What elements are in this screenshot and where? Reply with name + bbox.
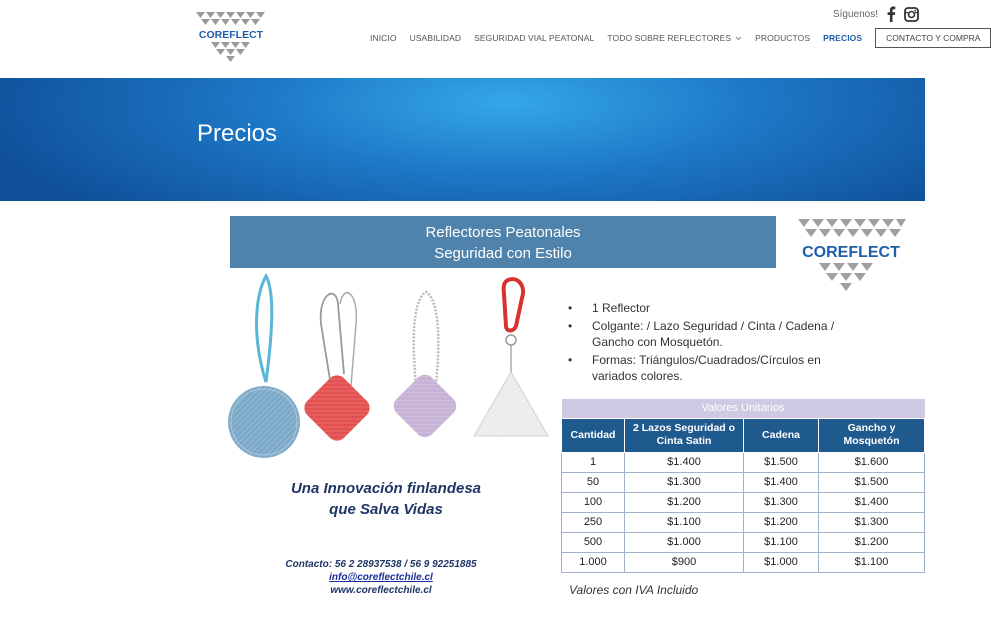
site-header bbox=[0, 0, 981, 78]
nav-inicio[interactable]: INICIO bbox=[370, 33, 397, 43]
white-triangle-reflector bbox=[474, 279, 548, 436]
main-nav bbox=[370, 28, 991, 48]
table-cell: $1.500 bbox=[819, 472, 925, 492]
flyer-title-box bbox=[230, 216, 776, 268]
table-cell: $1.600 bbox=[819, 452, 925, 472]
table-row bbox=[562, 452, 925, 472]
nav-precios[interactable]: PRECIOS bbox=[823, 33, 863, 43]
nav-usabilidad[interactable]: USABILIDAD bbox=[409, 33, 462, 43]
facebook-icon[interactable] bbox=[886, 6, 896, 22]
table-caption: Valores Unitarios bbox=[562, 399, 925, 418]
table-row bbox=[562, 552, 925, 572]
tagline-line2: que Salva Vidas bbox=[329, 501, 443, 518]
table-cell: $1.000 bbox=[625, 532, 744, 552]
column-header: Cantidad bbox=[562, 418, 625, 452]
table-cell: $1.400 bbox=[625, 452, 744, 472]
chevron-down-icon bbox=[735, 36, 742, 41]
column-header: Cadena bbox=[744, 418, 819, 452]
table-row bbox=[562, 512, 925, 532]
coreflect-logo[interactable] bbox=[196, 12, 266, 62]
contact-email-link[interactable]: info@coreflectchile.cl bbox=[329, 572, 433, 583]
table-row bbox=[562, 532, 925, 552]
flyer-title-line1: Reflectores Peatonales bbox=[425, 224, 581, 241]
table-cell: 250 bbox=[562, 512, 625, 532]
column-header: Gancho y Mosquetón bbox=[819, 418, 925, 452]
price-flyer bbox=[226, 212, 925, 607]
table-row bbox=[562, 492, 925, 512]
table-cell: $1.100 bbox=[625, 512, 744, 532]
contact-info bbox=[241, 558, 521, 597]
table-row bbox=[562, 472, 925, 492]
contact-website: www.coreflectchile.cl bbox=[330, 585, 432, 596]
table-cell: $900 bbox=[625, 552, 744, 572]
table-cell: 50 bbox=[562, 472, 625, 492]
table-cell: $1.200 bbox=[819, 532, 925, 552]
page-banner bbox=[0, 78, 925, 201]
flyer-logo-text: COREFLECT bbox=[802, 244, 900, 261]
column-header: 2 Lazos Seguridad o Cinta Satin bbox=[625, 418, 744, 452]
blue-circle-reflector bbox=[228, 276, 300, 458]
feature-item: • Formas: Triángulos/Cuadrados/Círculos en variados colores. bbox=[566, 352, 856, 385]
page-title: Precios bbox=[197, 120, 278, 147]
price-table bbox=[561, 399, 925, 573]
table-cell: $1.400 bbox=[819, 492, 925, 512]
nav-productos[interactable]: PRODUCTOS bbox=[755, 33, 811, 43]
nav-todo-sobre-reflectores[interactable] bbox=[607, 33, 742, 43]
tagline-line1: Una Innovación finlandesa bbox=[290, 480, 482, 497]
table-cell: 500 bbox=[562, 532, 625, 552]
table-cell: $1.400 bbox=[744, 472, 819, 492]
contacto-y-compra-button[interactable]: CONTACTO Y COMPRA bbox=[875, 28, 991, 48]
table-cell: $1.500 bbox=[744, 452, 819, 472]
flyer-title-line2: Seguridad con Estilo bbox=[434, 245, 572, 262]
table-cell: $1.300 bbox=[625, 472, 744, 492]
product-photos bbox=[226, 274, 556, 464]
feature-item: • Colgante: / Lazo Seguridad / Cinta / Cadena / Gancho con Mosquetón. bbox=[566, 318, 856, 351]
contact-phones: Contacto: 56 2 28937538 / 56 9 92251885 bbox=[285, 559, 477, 570]
flyer-coreflect-logo bbox=[796, 219, 906, 295]
table-cell: $1.000 bbox=[744, 552, 819, 572]
table-cell: $1.300 bbox=[744, 492, 819, 512]
feature-list bbox=[566, 300, 856, 386]
iva-note: Valores con IVA Incluido bbox=[569, 583, 699, 597]
table-cell: 1.000 bbox=[562, 552, 625, 572]
lilac-square-reflector bbox=[390, 292, 461, 441]
table-cell: $1.100 bbox=[819, 552, 925, 572]
tagline bbox=[246, 478, 526, 520]
feature-item: • 1 Reflector bbox=[566, 300, 856, 317]
table-cell: 1 bbox=[562, 452, 625, 472]
table-cell: 100 bbox=[562, 492, 625, 512]
table-cell: $1.200 bbox=[744, 512, 819, 532]
instagram-icon[interactable] bbox=[904, 7, 919, 22]
logo-text: COREFLECT bbox=[198, 29, 264, 41]
table-cell: $1.100 bbox=[744, 532, 819, 552]
follow-label: Síguenos! bbox=[832, 8, 878, 20]
nav-seguridad-vial-peatonal[interactable]: SEGURIDAD VIAL PEATONAL bbox=[474, 33, 595, 43]
red-square-reflector bbox=[300, 293, 374, 445]
social-links bbox=[833, 6, 919, 22]
table-cell: $1.300 bbox=[819, 512, 925, 532]
nav-todo-sobre-reflectores-label: TODO SOBRE REFLECTORES bbox=[607, 33, 732, 43]
table-cell: $1.200 bbox=[625, 492, 744, 512]
